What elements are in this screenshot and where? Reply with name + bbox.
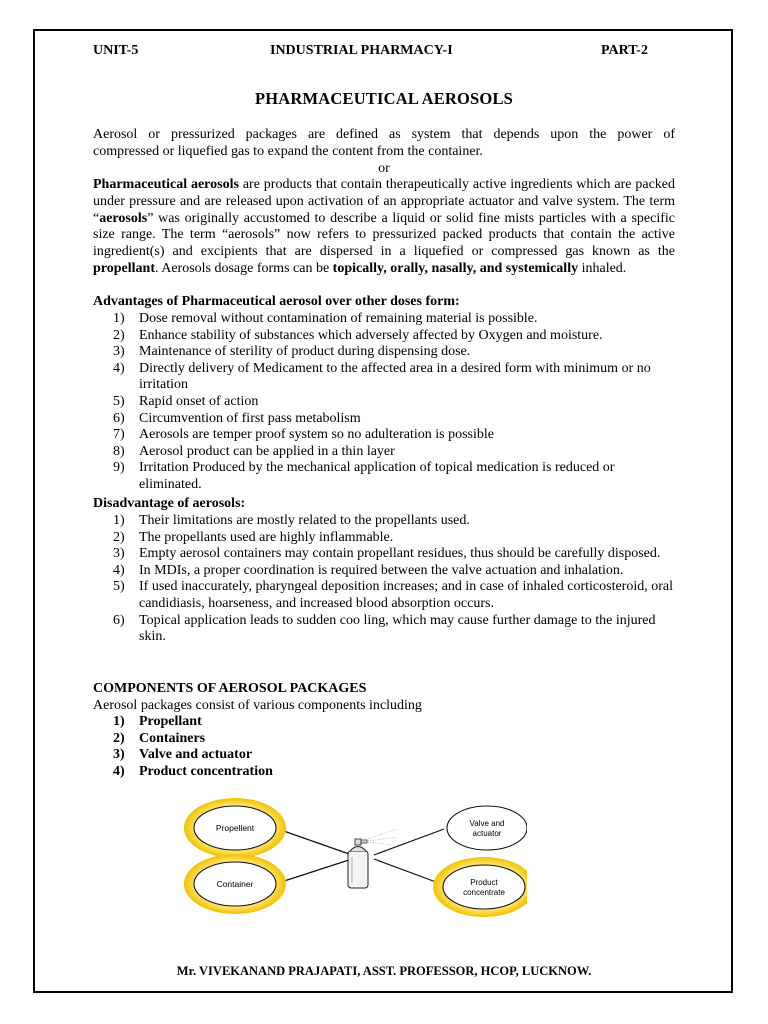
list-item-text: Dose removal without contamination of remaining material is possible. (139, 311, 538, 326)
term-aerosols: aerosols (99, 210, 148, 226)
list-item (93, 460, 678, 493)
list-item-number: 4) (113, 763, 125, 779)
list-item-text: Maintenance of sterility of product during dispensing dose. (139, 344, 471, 360)
definition-text-3: . Aerosols dosage forms can be (154, 260, 333, 276)
list-item-text: Aerosol product can be applied in a thin layer (139, 443, 395, 459)
list-item-number: 3) (113, 546, 125, 562)
intro-line-2: compressed or liquefied gas to expand the content from the container. (93, 144, 483, 159)
list-item-number: 1) (113, 714, 125, 729)
list-item-number: 4) (113, 562, 125, 578)
aerosol-components-diagram (182, 795, 527, 920)
list-item (93, 613, 678, 646)
list-item-text: Rapid onset of action (139, 393, 259, 409)
components-intro: Aerosol packages consist of various components including (93, 698, 422, 713)
list-item-text: The propellants used are highly inflammable. (139, 529, 394, 545)
list-item-text: Directly delivery of Medicament to the affected area in a desired form with minimum or no irritation (139, 360, 651, 393)
list-item (93, 530, 678, 547)
container-label: Container (216, 879, 254, 889)
components-heading: COMPONENTS OF AEROSOL PACKAGES (93, 681, 367, 696)
advantages-list (93, 311, 678, 494)
valve-actuator-label-1: Valve and (469, 819, 505, 828)
definition-text-1: are products that contain therapeutically active ingredients which are packed under pressure and are released upon activation of an appropriate actuator and valve system. The term “ (93, 177, 676, 226)
list-item-text: If used inaccurately, pharyngeal deposition increases; and in case of inhaled corticosteroid, oral candidiasis, hoarseness, and increased blood absorption occurs. (139, 579, 673, 611)
list-item (93, 714, 678, 731)
definition-paragraph (93, 177, 675, 278)
list-item-number: 4) (113, 360, 125, 376)
list-item-number: 6) (113, 612, 125, 628)
connector-line (278, 829, 352, 855)
list-item-text: Enhance stability of substances which adversely affected by Oxygen and moisture. (139, 327, 603, 343)
list-item (93, 764, 678, 781)
list-item (93, 411, 678, 428)
list-item (93, 344, 678, 361)
list-item (93, 513, 678, 530)
list-item-number: 8) (113, 443, 125, 459)
list-item (93, 731, 678, 748)
list-item-number: 7) (113, 427, 125, 443)
list-item (93, 546, 678, 563)
definition-text-2: ” was originally accustomed to describe a liquid or solid fine mists particles with a specific size range. The term “aerosols” now refers to pressurized packed products that contain the active ingredient(s) and excipients that are dispersed in a liquefied or compressed gas known as the (93, 210, 675, 260)
advantages-heading: Advantages of Pharmaceutical aerosol over other doses form: (93, 294, 460, 309)
list-item-number: 2) (113, 529, 125, 545)
list-item-text: Irritation Produced by the mechanical application of topical medication is reduced or eliminated. (139, 460, 615, 492)
list-item-text: Propellant (139, 714, 202, 729)
connector-line (374, 859, 444, 885)
definition-text-4: inhaled. (578, 260, 627, 276)
disadvantages-list (93, 513, 678, 646)
list-item-text: Their limitations are mostly related to the propellants used. (139, 513, 470, 528)
list-item-number: 2) (113, 730, 125, 746)
list-item (93, 311, 678, 328)
list-item-number: 6) (113, 410, 125, 426)
list-item-text: In MDIs, a proper coordination is required between the valve actuation and inhalation. (139, 562, 624, 578)
valve-actuator-node (447, 806, 527, 850)
list-item-number: 1) (113, 513, 125, 528)
list-item (93, 563, 678, 580)
list-item-text: Circumvention of first pass metabolism (139, 410, 361, 426)
list-item (93, 747, 678, 764)
aerosol-can-icon (348, 829, 398, 888)
page-title: PHARMACEUTICAL AEROSOLS (254, 89, 514, 108)
term-propellant: propellant (93, 260, 155, 276)
term-pharmaceutical-aerosols: Pharmaceutical aerosols (93, 177, 239, 192)
header-subject: INDUSTRIAL PHARMACY-I (270, 43, 453, 58)
valve-actuator-label-2: actuator (472, 829, 502, 838)
product-concentrate-label-1: Product (470, 878, 498, 887)
list-item-text: Empty aerosol containers may contain propellant residues, thus should be carefully disposed. (139, 546, 661, 562)
disadvantages-heading: Disadvantage of aerosols: (93, 496, 246, 511)
list-item-number: 3) (113, 747, 125, 763)
list-item-number: 2) (113, 327, 125, 343)
list-item (93, 394, 678, 411)
list-item-number: 9) (113, 460, 125, 476)
list-item-number: 5) (113, 393, 125, 409)
product-concentrate-node (443, 865, 525, 909)
list-item-text: Containers (139, 730, 206, 746)
list-item-text: Aerosols are temper proof system so no adulteration is possible (139, 427, 494, 443)
components-list (93, 714, 678, 780)
intro-line-1: Aerosol or pressurized packages are defined as system that depends upon the power of (93, 127, 675, 142)
term-routes: topically, orally, nasally, and systemically (332, 260, 579, 276)
header-unit: UNIT-5 (93, 43, 139, 58)
or-separator: or (378, 161, 390, 176)
list-item-number: 1) (113, 311, 125, 326)
list-item (93, 328, 678, 345)
list-item (93, 427, 678, 444)
list-item (93, 361, 678, 394)
list-item-text: Topical application leads to sudden coo ling, which may cause further damage to the injured skin. (139, 612, 656, 645)
footer-author: Mr. VIVEKANAND PRAJAPATI, ASST. PROFESSOR, HCOP, LUCKNOW. (176, 964, 592, 978)
list-item-text: Product concentration (139, 763, 273, 779)
header-part: PART-2 (601, 43, 648, 58)
list-item-text: Valve and actuator (139, 747, 253, 763)
list-item-number: 3) (113, 344, 125, 360)
product-concentrate-label-2: concentrate (463, 888, 505, 897)
connector-line (278, 859, 352, 883)
list-item-number: 5) (113, 579, 125, 595)
list-item (93, 579, 678, 612)
propellent-label: Propellent (215, 823, 255, 833)
list-item (93, 444, 678, 461)
